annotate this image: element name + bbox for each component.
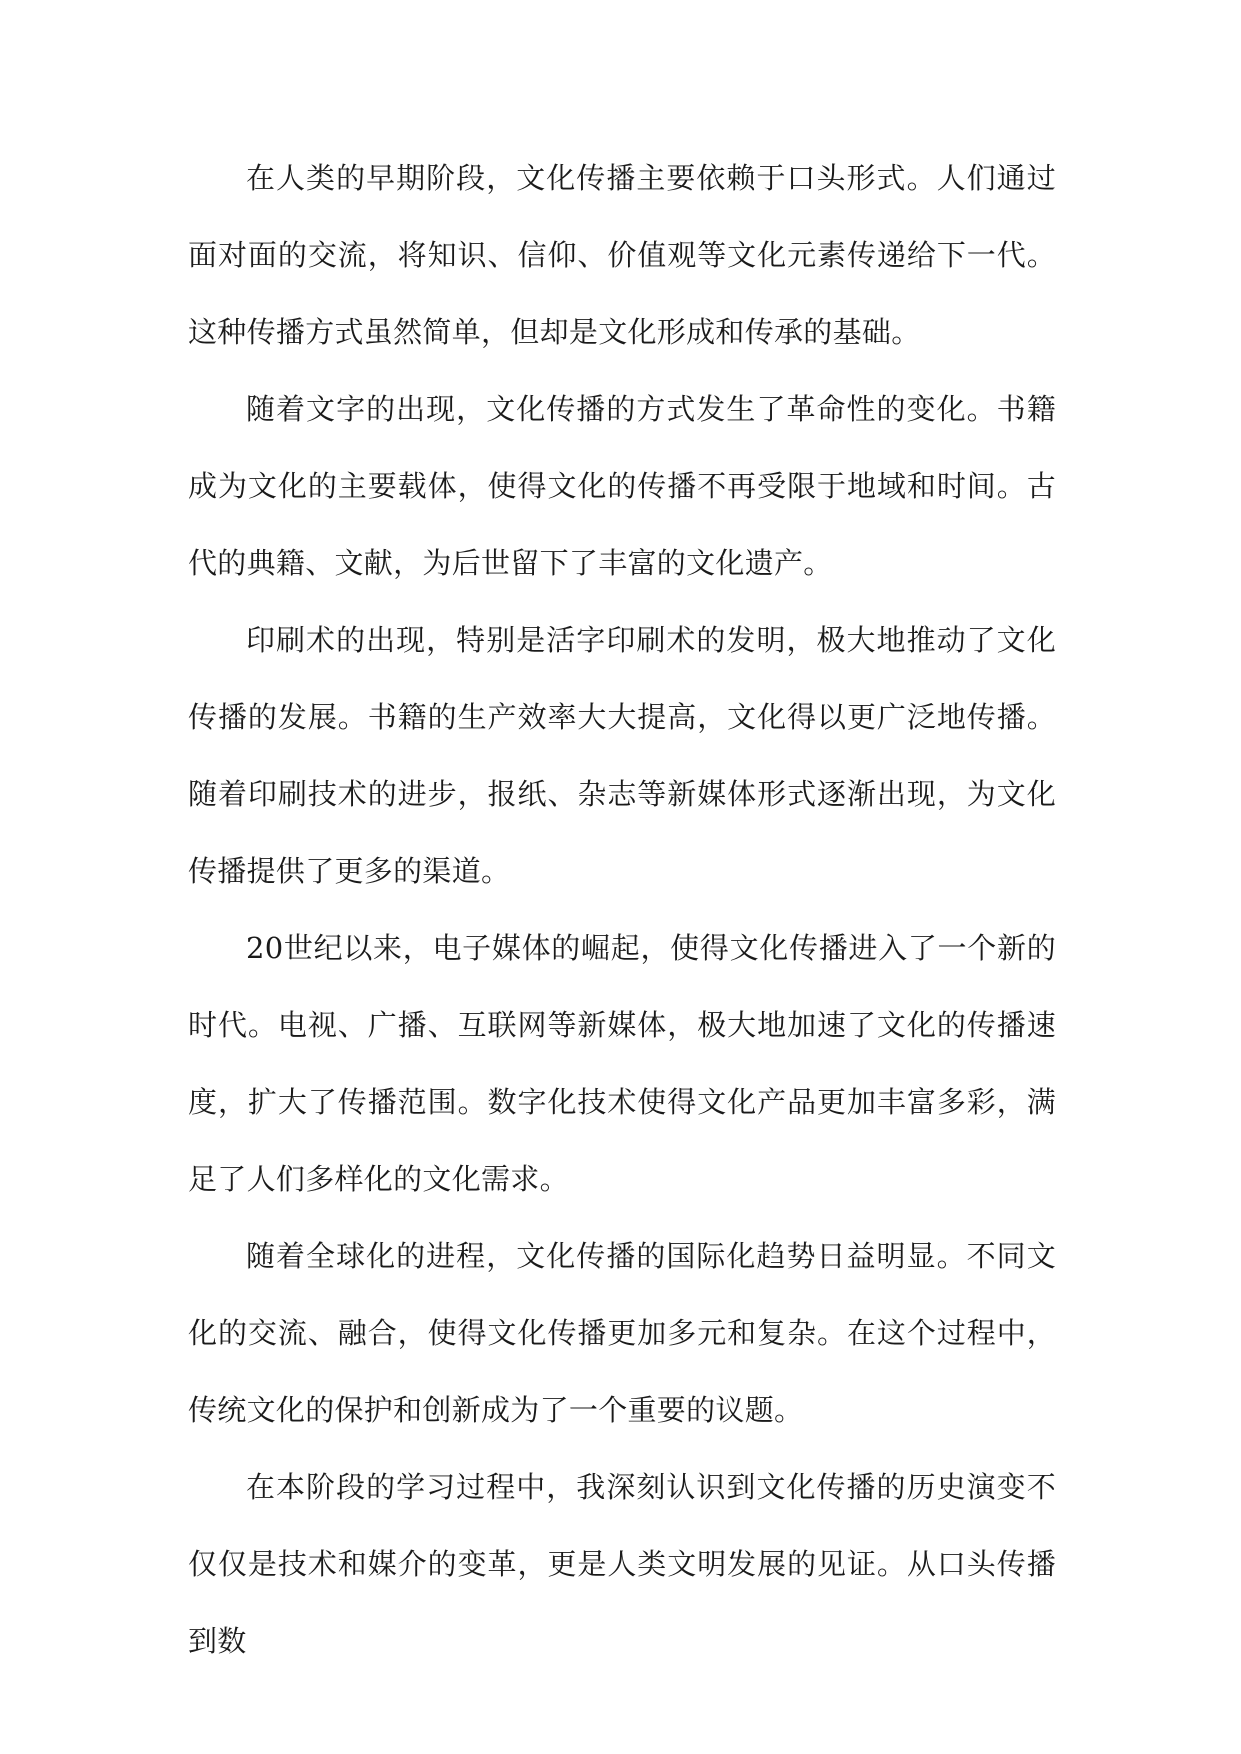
paragraph-oral-tradition: 在人类的早期阶段，文化传播主要依赖于口头形式。人们通过面对面的交流，将知识、信仰、价值观等文化元素传递给下一代。这种传播方式虽然简单，但却是文化形成和传承的基础。	[188, 161, 1056, 349]
paragraph-reflection: 在本阶段的学习过程中，我深刻认识到文化传播的历史演变不仅仅是技术和媒介的变革，更是人类文明发展的见证。从口头传播到数	[188, 1470, 1056, 1658]
document-body	[188, 140, 1056, 1680]
paragraph-writing: 随着文字的出现，文化传播的方式发生了革命性的变化。书籍成为文化的主要载体，使得文化的传播不再受限于地域和时间。古代的典籍、文献，为后世留下了丰富的文化遗产。	[188, 392, 1056, 580]
paragraph-printing: 印刷术的出现，特别是活字印刷术的发明，极大地推动了文化传播的发展。书籍的生产效率大大提高，文化得以更广泛地传播。随着印刷技术的进步，报纸、杂志等新媒体形式逐渐出现，为文化传播提供了更多的渠道。	[188, 623, 1056, 888]
paragraph-globalization: 随着全球化的进程，文化传播的国际化趋势日益明显。不同文化的交流、融合，使得文化传播更加多元和复杂。在这个过程中，传统文化的保护和创新成为了一个重要的议题。	[188, 1239, 1056, 1427]
paragraph-electronic-media: 20世纪以来，电子媒体的崛起，使得文化传播进入了一个新的时代。电视、广播、互联网等新媒体，极大地加速了文化的传播速度，扩大了传播范围。数字化技术使得文化产品更加丰富多彩，满足了人们多样化的文化需求。	[188, 931, 1056, 1196]
